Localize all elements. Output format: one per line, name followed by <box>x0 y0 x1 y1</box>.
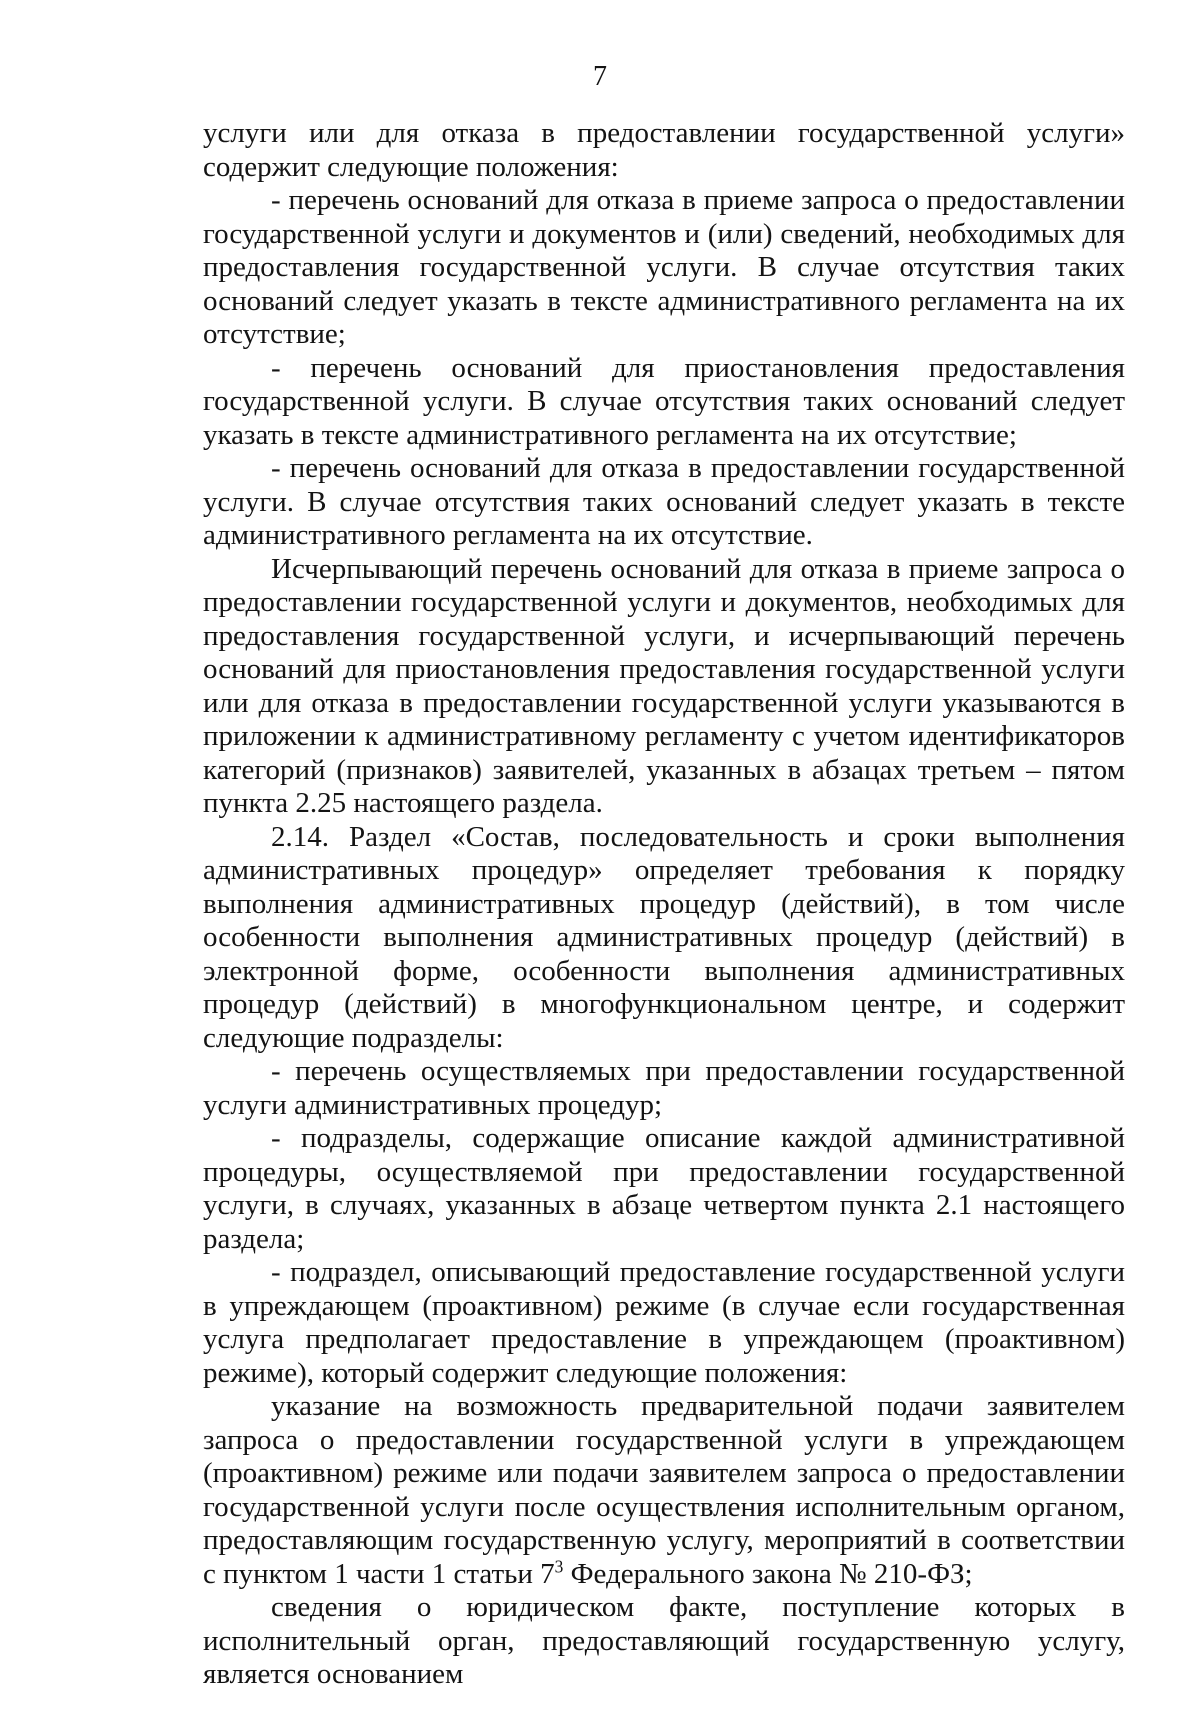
paragraph: сведения о юридическом факте, поступление которых в исполнительный орган, предоставляющий государственную услугу, является основанием <box>203 1591 1125 1690</box>
list-item: - подраздел, описывающий предоставление государственной услуги в упреждающем (проактивном) режиме (в случае если государственная услуга предполагает предоставление в упреждающем (проактивном) режиме), который содержит следующие положения: <box>203 1256 1125 1389</box>
paragraph <box>203 1390 1125 1591</box>
document-body <box>203 117 1125 1692</box>
list-item: - перечень осуществляемых при предоставлении государственной услуги административных процедур; <box>203 1055 1125 1121</box>
page-number: 7 <box>593 61 607 92</box>
paragraph: Исчерпывающий перечень оснований для отказа в приеме запроса о предоставлении государственной услуги и документов, необходимых для предоставления государственной услуги, и исчерпывающий перечень оснований для приостановления предоставления государственной услуги или для отказа в предоставлении государственной услуги указываются в приложении к административному регламенту с учетом идентификаторов категорий (признаков) заявителей, указанных в абзацах третьем – пятом пункта 2.25 настоящего раздела. <box>203 552 1125 819</box>
list-item: - перечень оснований для отказа в приеме запроса о предоставлении государственной услуги и документов и (или) сведений, необходимых для предоставления государственной услуги. В случае отсутствия таких оснований следует указать в тексте административного регламента на их отсутствие; <box>203 184 1125 350</box>
paragraph: 2.14. Раздел «Состав, последовательность и сроки выполнения административных процедур» определяет требования к порядку выполнения административных процедур (действий), в том числе особенности выполнения административных процедур (действий) в электронной форме, особенности выполнения административных процедур (действий) в многофункциональном центре, и содержит следующие подразделы: <box>203 820 1125 1054</box>
list-item: - перечень оснований для отказа в предоставлении государственной услуги. В случае отсутствия таких оснований следует указать в тексте административного регламента на их отсутствие. <box>203 452 1125 551</box>
list-item: - подразделы, содержащие описание каждой административной процедуры, осуществляемой при предоставлении государственной услуги, в случаях, указанных в абзаце четвертом пункта 2.1 настоящего раздела; <box>203 1122 1125 1255</box>
paragraph-text: Федерального закона № 210-ФЗ; <box>563 1557 973 1590</box>
list-item: - перечень оснований для приостановления предоставления государственной услуги. В случае отсутствия таких оснований следует указать в тексте административного регламента на их отсутствие; <box>203 351 1125 451</box>
paragraph-text: указание на возможность предварительной подачи заявителем запроса о предоставлении государственной услуги в упреждающем (проактивном) режиме или подачи заявителем запроса о предоставлении государственной услуги после осуществления исполнительным органом, предоставляющим государственную услугу, мероприятий в соответствии с пунктом 1 части 1 статьи 7 <box>203 1390 1125 1590</box>
superscript: 3 <box>554 1555 564 1576</box>
paragraph: услуги или для отказа в предоставлении государственной услуги» содержит следующие положения: <box>203 117 1125 183</box>
